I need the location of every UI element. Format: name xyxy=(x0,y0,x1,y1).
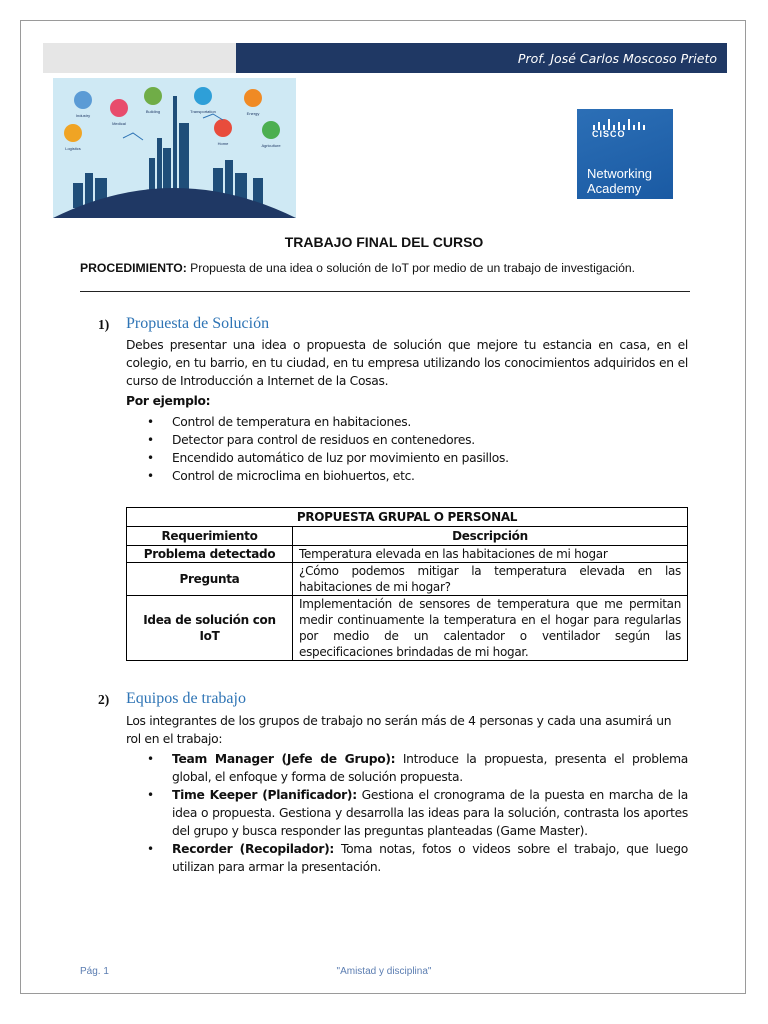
banner-icon-label: Transportation xyxy=(190,109,216,114)
banner-icon-medical xyxy=(110,99,128,117)
role-name: Team Manager (Jefe de Grupo): xyxy=(172,752,396,766)
banner-icon-label: Agriculture xyxy=(261,143,281,148)
list-item: • Control de microclima en biohuertos, etc. xyxy=(147,469,415,483)
footer-motto: "Amistad y disciplina" xyxy=(336,966,432,977)
section-1-title: Propuesta de Solución xyxy=(126,315,270,332)
list-item: • Encendido automático de luz por movimiento en pasillos. xyxy=(147,451,509,465)
banner-icon-label: Home xyxy=(217,141,229,146)
header-right-block xyxy=(236,43,727,73)
banner-icon-transportation xyxy=(194,87,212,105)
banner-icon-energy xyxy=(244,89,262,107)
role-name: Time Keeper (Planificador): xyxy=(172,788,357,802)
list-item: • Team Manager (Jefe de Grupo): Introduce la propuesta, presenta el problema global, el enfoque y forma de solución propuesta. xyxy=(147,752,688,784)
cisco-line-networking: Networking xyxy=(587,166,653,181)
list-item: • Time Keeper (Planificador): Gestiona el cronograma de la puesta en marcha de la idea o propuesta. Gestiona y desarrolla las ideas para la solución, contrasta los aportes del grupo y busca responder las preguntas planteadas (Game Master). xyxy=(147,788,688,838)
row-label: Pregunta xyxy=(127,563,293,596)
author-name: Prof. José Carlos Moscoso Prieto xyxy=(517,50,717,66)
header-left-block xyxy=(43,43,236,73)
table-row xyxy=(127,596,688,661)
roles-list xyxy=(126,750,688,876)
proposal-table xyxy=(126,507,688,661)
banner-icon-label: Medical xyxy=(112,121,126,126)
banner-icon-label: Industry xyxy=(75,113,91,118)
row-label: Problema detectado xyxy=(127,546,293,563)
role-name: Recorder (Recopilador): xyxy=(172,842,335,856)
table-title: PROPUESTA GRUPAL O PERSONAL xyxy=(127,508,688,527)
table-header-row xyxy=(127,527,688,546)
section-1-paragraph: Debes presentar una idea o propuesta de solución que mejore tu estancia en casa, en el colegio, en tu barrio, en tu ciudad, en tu empresa utilizando los conocimientos adquiridos en el curso de Introducción a Internet de la Cosas. xyxy=(126,338,688,388)
iot-illustration xyxy=(53,78,296,218)
horizontal-rule xyxy=(80,291,690,292)
section-2-number: 2) xyxy=(98,692,110,707)
cisco-brand: CISCO xyxy=(592,129,626,139)
cisco-line-academy: Academy xyxy=(587,181,642,196)
column-header-description: Descripción xyxy=(293,527,688,546)
banner-icon-industry xyxy=(74,91,92,109)
section-1-number: 1) xyxy=(98,317,110,332)
cisco-networking-academy-logo xyxy=(577,109,673,199)
section-2-paragraph: Los integrantes de los grupos de trabajo no serán más de 4 personas y cada una asumirá un rol en el trabajo: xyxy=(126,714,672,746)
header-bar xyxy=(43,43,727,73)
section-2-title: Equipos de trabajo xyxy=(126,690,246,707)
procedure-line xyxy=(80,261,700,275)
banner-icon-label: Building xyxy=(145,109,161,114)
footer-page-number: Pág. 1 xyxy=(80,966,109,977)
banner-icon-label: Energy xyxy=(246,111,260,116)
banner-icon-home xyxy=(214,119,232,137)
document-title: TRABAJO FINAL DEL CURSO xyxy=(284,234,484,250)
list-item: • Control de temperatura en habitaciones. xyxy=(147,415,411,429)
banner-icon-label: Logistics xyxy=(65,146,81,151)
procedure-label: PROCEDIMIENTO: xyxy=(80,261,187,275)
banner-icon-building xyxy=(144,87,162,105)
list-item: • Recorder (Recopilador): Toma notas, fotos o videos sobre el trabajo, que luego utilizan para armar la presentación. xyxy=(147,842,689,874)
row-label: Idea de solución con IoT xyxy=(127,596,293,661)
column-header-requirement: Requerimiento xyxy=(127,527,293,546)
row-description: Temperatura elevada en las habitaciones de mi hogar xyxy=(293,546,688,563)
table-row xyxy=(127,546,688,563)
examples-list xyxy=(126,413,688,485)
row-description: Implementación de sensores de temperatura que me permitan medir continuamente la temperatura en el hogar para regularlas por medio de un calentador o ventilador según las especificaciones brindadas de mi hogar. xyxy=(293,596,688,661)
list-item: • Detector para control de residuos en contenedores. xyxy=(147,433,475,447)
example-label: Por ejemplo: xyxy=(126,394,211,408)
table-title-row xyxy=(127,508,688,527)
banner-icon-agriculture xyxy=(262,121,280,139)
banner-icon-logistics xyxy=(64,124,82,142)
procedure-text: Propuesta de una idea o solución de IoT por medio de un trabajo de investigación. xyxy=(186,261,636,275)
table-row xyxy=(127,563,688,596)
iot-banner-image xyxy=(53,78,296,218)
row-description: ¿Cómo podemos mitigar la temperatura elevada en las habitaciones de mi hogar? xyxy=(293,563,688,596)
